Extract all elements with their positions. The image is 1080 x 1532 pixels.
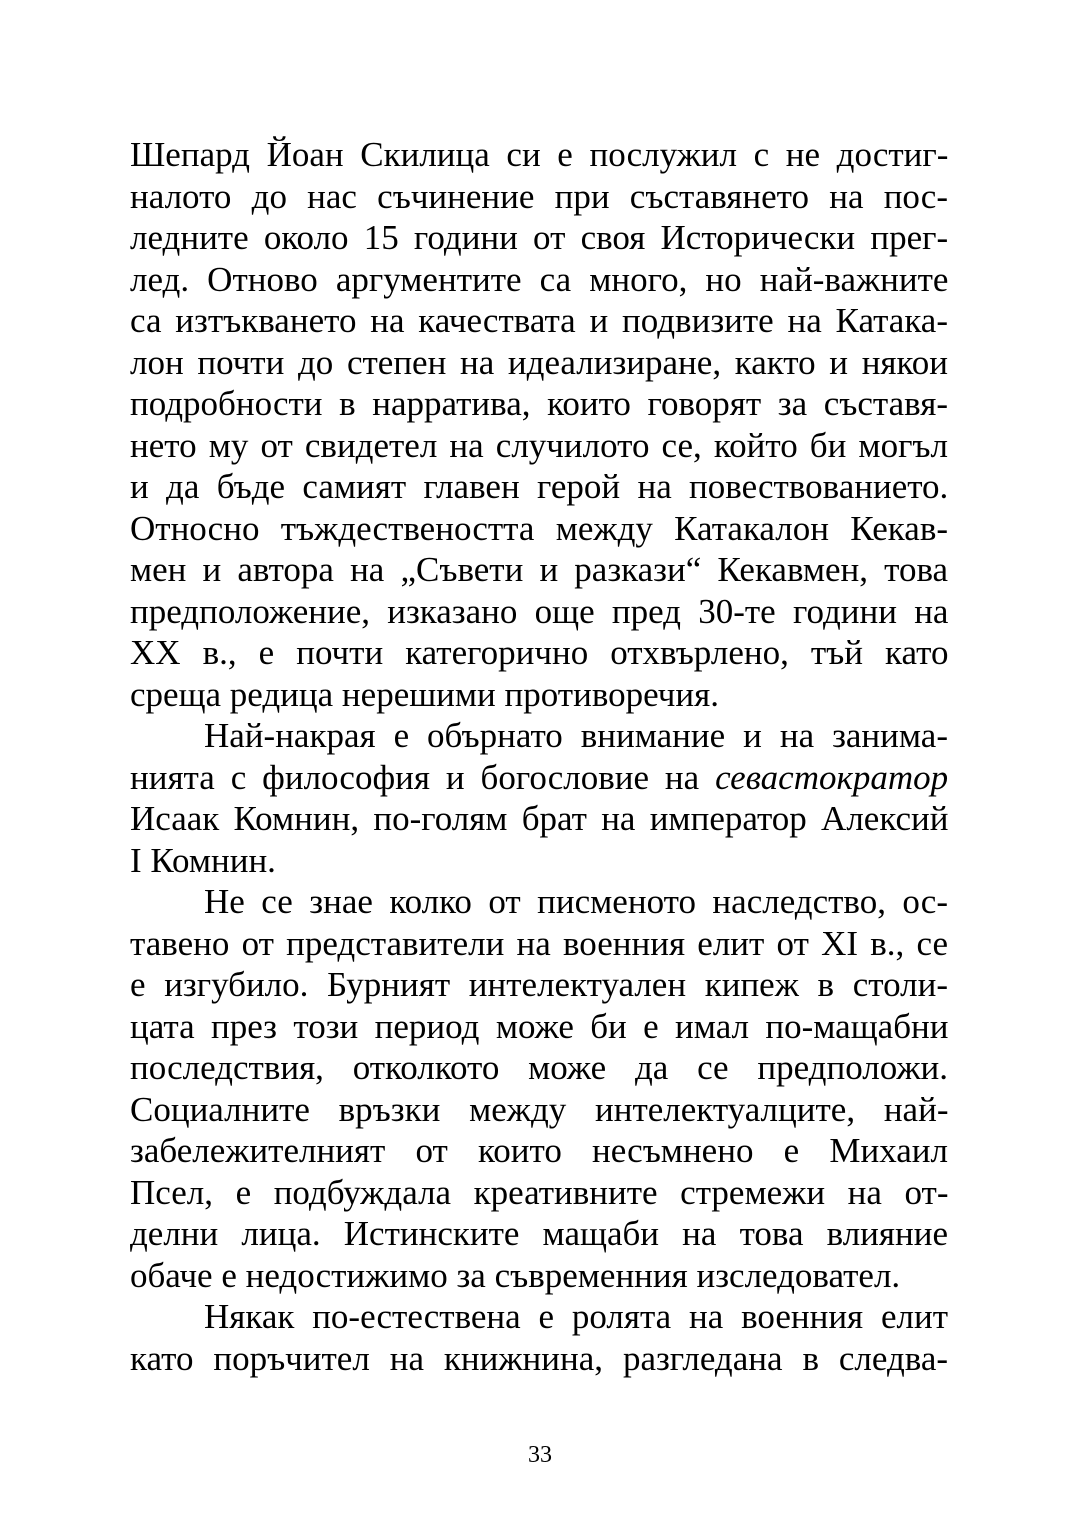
text-line: Социалните връзки между интелектуалците, най- <box>130 1089 949 1129</box>
text-line: тавено от представители на военния елит от XI в., се <box>130 923 948 963</box>
text-line: Шепард Йоан Скилица си е послужил с не достиг- <box>130 135 949 174</box>
text-line: забележителният от които несъмнено е Михаил <box>130 1131 948 1170</box>
text-line: и да бъде самият главен герой на повествованието. <box>130 467 949 506</box>
italic-term: севастократор <box>715 757 949 797</box>
text-line: лон почти до степен на идеализиране, както и някои <box>130 342 948 382</box>
text-line: Псел, е подбуждала креативните стремежи на от- <box>130 1172 949 1212</box>
text-line: налото до нас съчинение при съставянето на пос- <box>130 176 948 216</box>
text-line: делни лица. Истинските мащаби на това влияние <box>130 1214 948 1253</box>
paragraph-3 <box>130 881 948 1296</box>
text-line: обаче е недостижимо за съвременния изследовател. <box>130 1255 901 1295</box>
text-line: I Комнин. <box>130 840 276 880</box>
text-line: предположение, изказано още пред 30-те години на <box>130 591 949 631</box>
text-line: последствия, отколкото може да се предположи. <box>130 1048 948 1087</box>
text-line: са изтъкването на качествата и подвизите на Катака- <box>130 301 948 340</box>
text-line: като поръчител на книжнина, разгледана в следва- <box>130 1338 949 1378</box>
text-fragment: нията с философия и богословие на <box>130 757 716 797</box>
paragraph-2 <box>130 715 948 881</box>
text-line: Някак по-естествена е ролята на военния елит <box>204 1297 948 1336</box>
text-line <box>130 757 948 799</box>
paragraph-1 <box>130 134 948 715</box>
text-line: цата през този период може би е имал по-мащабни <box>130 1006 949 1046</box>
text-line: Относно тъждествеността между Катакалон Кекав- <box>130 508 948 548</box>
paragraph-4 <box>130 1296 948 1379</box>
text-line: среща редица нерешими противоречия. <box>130 674 719 714</box>
text-line: Най-накрая е обърнато внимание и на занима- <box>204 716 948 755</box>
text-line: подробности в нарратива, които говорят за съставя- <box>130 384 948 423</box>
text-line: е изгубило. Бурният интелектуален кипеж в столи- <box>130 965 948 1004</box>
text-line: XX в., е почти категорично отхвърлено, тъй като <box>130 633 949 672</box>
text-line: Не се знае колко от писменото наследство, ос- <box>204 882 948 921</box>
text-line: нето му от свидетел на случилото се, който би могъл <box>130 425 948 465</box>
text-line: лед. Отново аргументите са много, но най-важните <box>130 259 949 299</box>
text-line: ледните около 15 години от своя Исторически прег- <box>130 218 949 257</box>
page-body <box>130 134 948 1379</box>
page-number: 33 <box>528 1442 552 1468</box>
text-line: мен и автора на „Съвети и разкази“ Кекавмен, това <box>130 550 949 589</box>
text-line: Исаак Комнин, по-голям брат на император Алексий <box>130 799 949 838</box>
